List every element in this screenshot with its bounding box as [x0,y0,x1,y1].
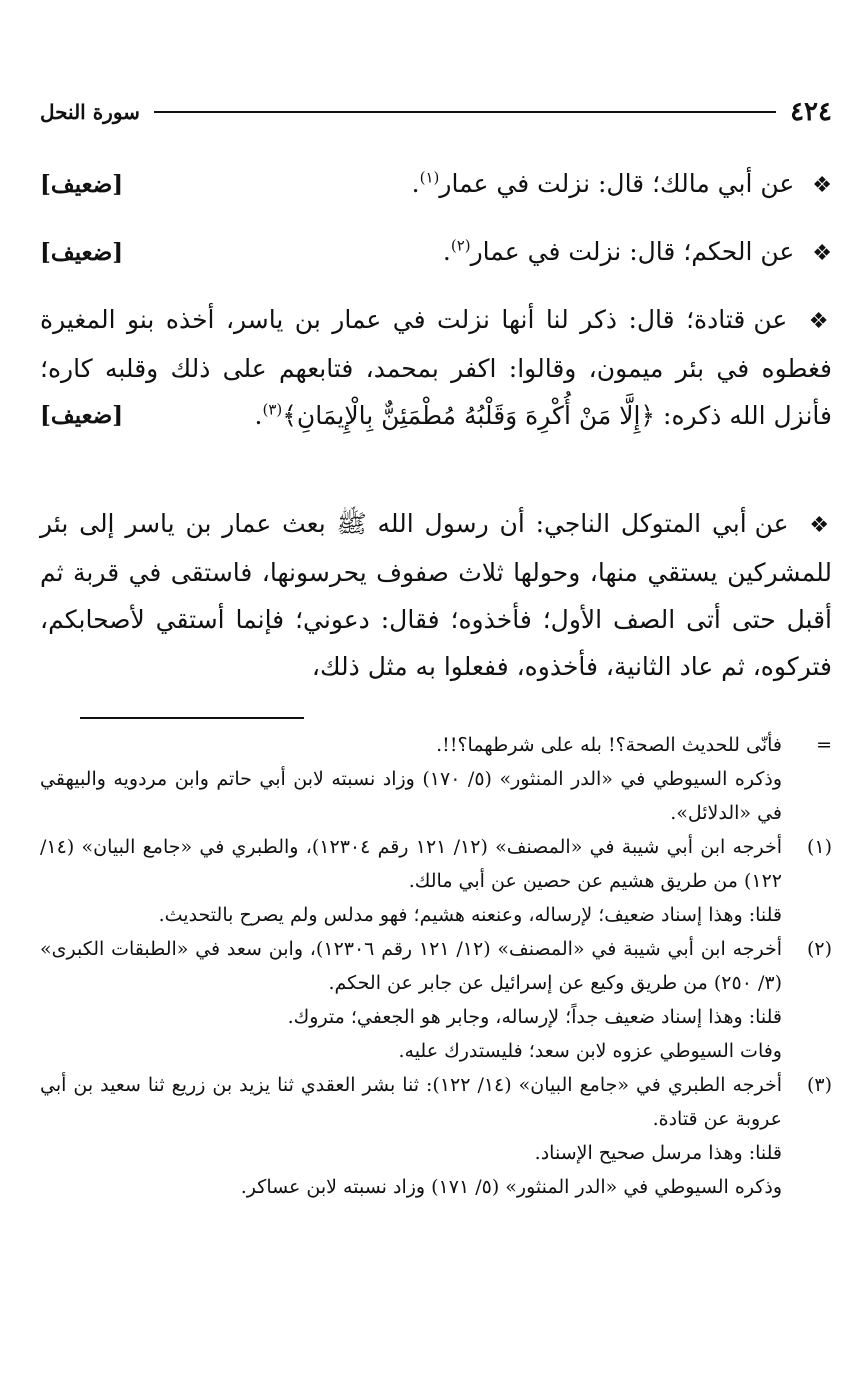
book-page [40,0,832,1379]
narration-text: عن الحكم؛ قال: نزلت في عمار [470,237,795,266]
narration-entry [40,500,832,690]
footnote-line: قلنا: وهذا مرسل صحيح الإسناد. [534,1142,782,1164]
surah-title: سورة النحل [40,100,140,124]
footnotes [40,728,832,1204]
footnote-line: قلنا: وهذا إسناد ضعيف جداً؛ لإرساله، وجابر هو الجعفي؛ متروك. [287,1006,782,1028]
footnote-mark: (١) [806,836,832,858]
page-header [40,92,832,132]
footnote-ref: (١) [419,168,440,187]
narration-text: عن أبي مالك؛ قال: نزلت في عمار [439,169,795,198]
header-rule [154,111,776,113]
bullet-icon: ❖ [812,173,832,198]
footnote-ref: (٣) [262,400,283,419]
footnote-line: قلنا: وهذا إسناد ضعيف؛ لإرساله، وعنعنه هشيم؛ فهو مدلس ولم يصرح بالتحديث. [158,904,782,926]
footnote-separator [80,717,304,719]
narration-text: عن أبي المتوكل الناجي: أن رسول الله ﷺ بعث عمار بن ياسر إلى بئر للمشركين يستقي منها، وحولها ثلاث صفوف يحرسونها، فاستقى في قربة ثم أقبل حتى أتى الصف الأول؛ فأخذوه؛ فقال: دعوني؛ فإنما أستقي لأصحابكم، فتركوه، ثم عاد الثانية، فأخذوه، ففعلوا به مثل ذلك، [40,509,832,681]
grade-label: [ضعيف] [40,402,124,429]
footnote-mark: = [816,734,832,756]
footnote-mark: (٢) [806,938,832,960]
footnote [40,1068,832,1204]
page-number: ٤٢٤ [790,97,832,127]
bullet-icon: ❖ [812,241,832,266]
footnote-line: أخرجه ابن أبي شيبة في «المصنف» (١٢/ ١٢١ رقم ١٢٣٠٦)، وابن سعد في «الطبقات الكبرى» (٣/ ٢٥٠) من طريق وكيع عن إسرائيل عن جابر عن الحكم. [40,938,783,994]
footnote-line: أخرجه ابن أبي شيبة في «المصنف» (١٢/ ١٢١ رقم ١٢٣٠٤)، والطبري في «جامع البيان» (١٤/ ١٢٢) من طريق هشيم عن حصين عن أبي مالك. [40,836,782,892]
footnote-line: وذكره السيوطي في «الدر المنثور» (٥/ ١٧١) وزاد نسبته لابن عساكر. [240,1176,782,1198]
footnote-line: فأنّى للحديث الصحة؟! بله على شرطهما؟!!. [436,734,782,756]
narration-entry [40,296,832,439]
narration-end: . [411,169,420,198]
footnote-line: وفات السيوطي عزوه لابن سعد؛ فليستدرك عليه. [398,1040,782,1062]
narration-entry [40,228,832,277]
narration-end: . [254,401,263,430]
footnote-mark: (٣) [806,1074,832,1096]
footnote-line: أخرجه الطبري في «جامع البيان» (١٤/ ١٢٢): ثنا بشر العقدي ثنا يزيد بن زريع ثنا سعيد بن أبي عروبة عن قتادة. [40,1074,782,1130]
footnote [40,932,832,1068]
narration-entry [40,160,832,209]
narration-end: . [442,237,451,266]
footnote-line: وذكره السيوطي في «الدر المنثور» (٥/ ١٧٠) وزاد نسبته لابن أبي حاتم وابن مردويه والبيهقي في «الدلائل». [40,768,782,824]
footnote-ref: (٢) [450,236,471,255]
narration-text: عن قتادة؛ قال: ذكر لنا أنها نزلت في عمار بن ياسر، أخذه بنو المغيرة فغطوه في بئر ميمون، وقالوا: اكفر بمحمد، فتابعهم على ذلك وقلبه كاره؛ فأنزل الله ذكره: ﴿إِلَّا مَنْ أُكْرِهَ وَقَلْبُهُ مُطْمَئِنٌّ بِالْإِيمَانِ﴾ [40,305,832,430]
bullet-icon: ❖ [808,309,832,334]
grade-label: [ضعيف] [40,171,124,198]
footnote [40,830,832,932]
grade-label: [ضعيف] [40,239,124,266]
footnote [40,728,832,830]
bullet-icon: ❖ [809,513,832,538]
